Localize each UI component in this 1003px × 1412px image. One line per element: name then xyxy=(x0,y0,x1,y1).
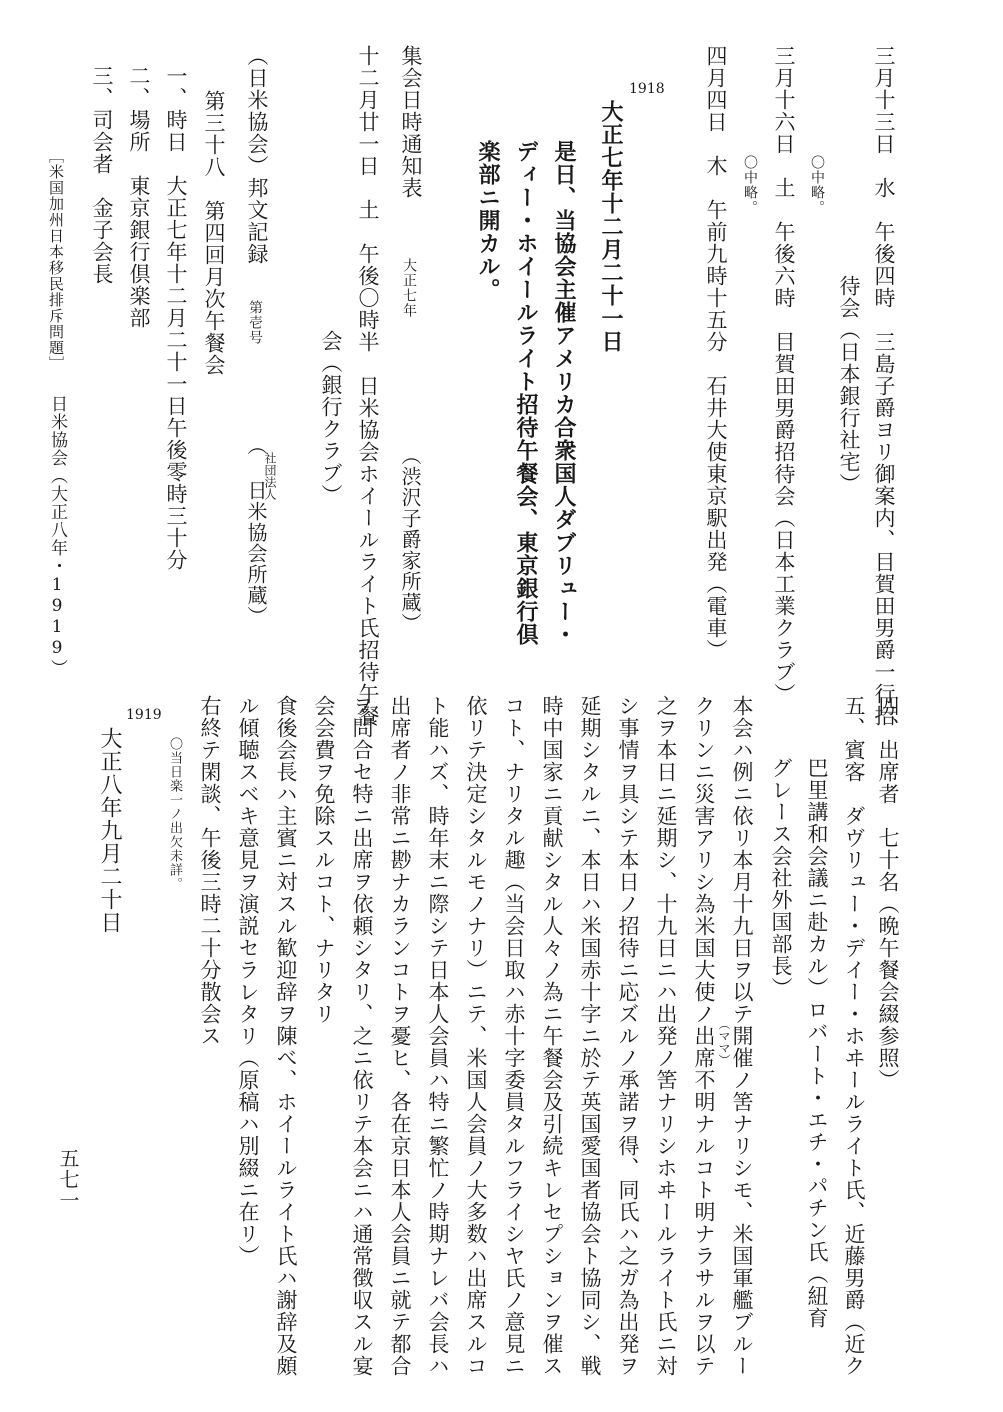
body-line: 本会ハ例ニ依リ本月十九日ヲ以テ開催ノ筈ナリシモ、米国軍艦ブルー xyxy=(730,695,754,1377)
body-line: 右終テ閑談、午後三時二十分散会ス xyxy=(198,695,222,1047)
record-title: （日米協会）邦文記録 xyxy=(245,45,269,265)
entry-april-4: 四月四日 木 午前九時十五分 石井大使東京駅出発（電車） xyxy=(704,45,728,661)
body-line: 時中国家ニ貢献シタル人々ノ為ニ午餐会及引続キレセプションヲ催ス xyxy=(540,695,564,1377)
year-label-1919: 1919 xyxy=(126,707,162,723)
guests-line: 五、賓客 ダヴリュー・デイー・ホヰールライト氏、近藤男爵（近ク xyxy=(842,695,866,1377)
next-entry-date: 大正八年九月二十日 xyxy=(97,727,122,934)
body-line: 会会費ヲ免除スルコト、ナリタリ xyxy=(312,695,336,1025)
event-body-line: 楽部ニ開カル。 xyxy=(475,140,501,301)
record-owner-open: （ xyxy=(244,435,268,456)
year-label-1918: 1918 xyxy=(629,81,665,97)
notice-year: 大正七年 xyxy=(401,258,417,318)
notice-title: 集会日時通知表 xyxy=(399,45,423,199)
event-body-line: 是日、当協会主催アメリカ合衆国人ダブリュー・ xyxy=(551,140,577,646)
reference-title: ［米国加州日本移民排斥問題］ xyxy=(47,148,65,372)
notice-source: （渋沢子爵家所蔵） xyxy=(398,445,422,634)
body-line: ヲ問合セ特ニ出席ヲ依頼シタリ、之ニ依リテ本会ニハ通常徴収スル宴 xyxy=(350,695,374,1377)
omission-note: 〇中略。 xyxy=(809,155,825,215)
page-number: 五七一 xyxy=(56,1148,80,1211)
record-item-3: 三、司会者 金子会長 xyxy=(90,65,114,285)
notice-line2: 会（銀行クラブ） xyxy=(319,330,343,506)
omission-note: 〇中略。 xyxy=(742,155,758,215)
body-line: クリンニ災害アリシ為米国大使ノ出席不明ナルコト明ナラサルヲ以テ xyxy=(692,695,716,1377)
entry-march-13-line2: 待会（日本銀行社宅） xyxy=(837,275,861,495)
attendance-note: 〇当日楽一ノ出欠未詳。 xyxy=(167,737,182,891)
event-date: 大正七年十二月二十一日 xyxy=(598,100,624,353)
body-line: 之ヲ本日ニ延期シ、十九日ニハ出発ノ筈ナリシホヰールライト氏ニ対 xyxy=(654,695,678,1377)
attendees-line: 四、出席者 七十名（晩午餐会綴参照） xyxy=(876,695,900,1091)
mama-annotation: （ママ） xyxy=(717,1018,731,1066)
entry-march-13-line1: 三月十三日 水 午後四時 三島子爵ヨリ御案内、目賀田男爵一行招 xyxy=(872,45,896,727)
record-item-1: 一、時日 大正七年十二月二十一日午後零時三十分 xyxy=(164,65,188,571)
record-heading: 第三十八 第四回月次午餐会 xyxy=(202,90,226,376)
event-body-line: ディー・ホイールライト招待午餐会、東京銀行倶 xyxy=(513,140,539,646)
record-item-2: 二、場所 東京銀行倶楽部 xyxy=(127,65,151,329)
record-volume: 第壱号 xyxy=(247,300,263,345)
guests-line-cont: グレース会社外国部長） xyxy=(769,757,793,999)
body-line: 食後会長ハ主賓ニ対スル歓迎辞ヲ陳べ、ホイールライト氏ハ謝辞及頗 xyxy=(274,695,298,1377)
body-line: 延期シタルニ、本日ハ米国赤十字ニ於テ英国愛国者協会ト協同シ、戦 xyxy=(578,695,602,1377)
body-line: 依リテ決定シタルモノナリ）ニテ、米国人会員ノ大多数ハ出席スルコ xyxy=(464,695,488,1377)
notice-line1: 十二月廿一日 土 午後〇時半 日米協会ホイールライト氏招待午餐 xyxy=(356,45,380,727)
body-line: コト、ナリタル趣（当会日取ハ赤十字委員タルフライシヤ氏ノ意見ニ xyxy=(502,695,526,1377)
body-line: ト能ハズ、時年末ニ際シテ日本人会員ハ特ニ繁忙ノ時期ナレバ会長ハ xyxy=(426,695,450,1377)
body-line: ル傾聴スベキ意見ヲ演説セラレタリ（原稿ハ別綴ニ在リ） xyxy=(236,695,260,1267)
record-owner: 日米協会所蔵） xyxy=(244,480,268,627)
entry-march-16: 三月十六日 土 午後六時 目賀田男爵招待会（日本工業クラブ） xyxy=(772,45,796,705)
record-owner-prefix: 社団法人 xyxy=(263,452,277,500)
body-line: シ事情ヲ具シテ本日ノ招待ニ応ズルノ承諾ヲ得、同氏ハ之ガ為出発ヲ xyxy=(616,695,640,1377)
body-line: 出席者ノ非常ニ尠ナカランコトヲ憂ヒ、各在京日本人会員ニ就テ都合 xyxy=(388,695,412,1377)
guests-line-cont: 巴里講和会議ニ赴カル）ロバート・エチ・パチン氏（紐育 xyxy=(805,757,829,1329)
reference-publisher: 日米協会（大正八年・1919） xyxy=(47,395,67,677)
